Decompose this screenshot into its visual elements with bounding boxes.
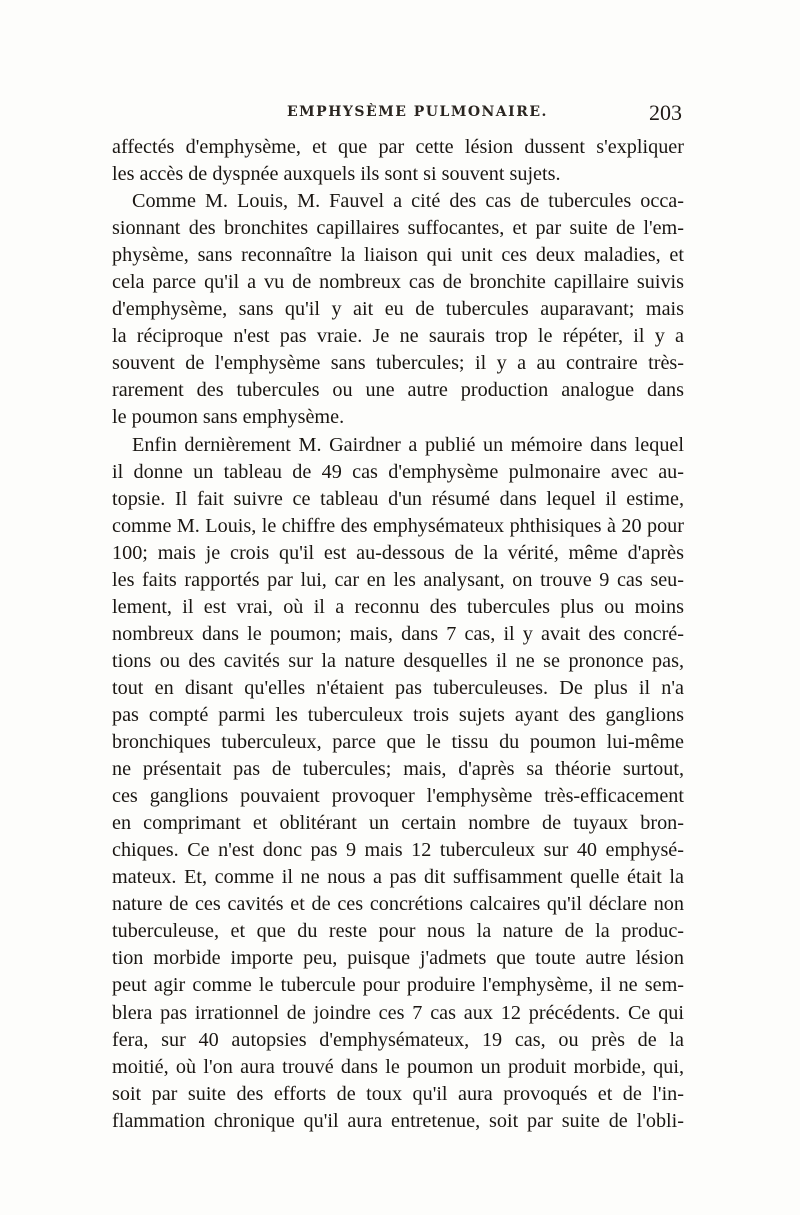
text-line: physème, sans reconnaître la liaison qui unit ces deux maladies, et — [112, 244, 684, 267]
text-line: 100; mais je crois qu'il est au-dessous de la vérité, même d'après — [112, 541, 684, 564]
text-line: ne présentait pas de tubercules; mais, d'après sa théorie surtout, — [112, 758, 684, 781]
text-line: sionnant des bronchites capillaires suffocantes, et par suite de l'em- — [112, 217, 684, 240]
running-head — [112, 100, 684, 130]
text-line: en comprimant et oblitérant un certain nombre de tuyaux bron- — [112, 812, 684, 835]
text-line: tuberculeuse, et que du reste pour nous la nature de la produc- — [112, 920, 684, 943]
text-line: soit par suite des efforts de toux qu'il aura provoqués et de l'in- — [112, 1082, 684, 1105]
text-line: cela parce qu'il a vu de nombreux cas de bronchite capillaire suivis — [112, 271, 684, 294]
text-line: rarement des tubercules ou une autre production analogue dans — [112, 379, 684, 402]
text-line: nature de ces cavités et de ces concrétions calcaires qu'il déclare non — [112, 893, 684, 916]
text-line: affectés d'emphysème, et que par cette lésion dussent s'expliquer — [112, 136, 684, 158]
running-title: EMPHYSÈME PULMONAIRE. — [287, 104, 548, 120]
text-line: le poumon sans emphysème. — [112, 406, 345, 429]
text-line: flammation chronique qu'il aura entretenue, soit par suite de l'obli- — [112, 1109, 684, 1132]
text-line: chiques. Ce n'est donc pas 9 mais 12 tuberculeux sur 40 emphysé- — [112, 839, 684, 862]
text-line: les accès de dyspnée auxquels ils sont si souvent sujets. — [112, 163, 561, 186]
text-line: il donne un tableau de 49 cas d'emphysème pulmonaire avec au- — [112, 460, 684, 483]
text-line: Enfin dernièrement M. Gairdner a publié un mémoire dans lequel — [132, 433, 684, 456]
text-line: mateux. Et, comme il ne nous a pas dit suffisamment quelle était la — [112, 866, 684, 889]
text-line: topsie. Il fait suivre ce tableau d'un résumé dans lequel il estime, — [112, 487, 684, 510]
text-line: fera, sur 40 autopsies d'emphysémateux, 19 cas, ou près de la — [112, 1028, 684, 1051]
text-line: ces ganglions pouvaient provoquer l'emphysème très-efficacement — [112, 785, 684, 808]
text-line: blera pas irrationnel de joindre ces 7 cas aux 12 précédents. Ce qui — [112, 1001, 684, 1024]
text-line: pas compté parmi les tuberculeux trois sujets ayant des ganglions — [112, 703, 684, 726]
text-line: lement, il est vrai, où il a reconnu des tubercules plus ou moins — [112, 595, 684, 618]
text-line: Comme M. Louis, M. Fauvel a cité des cas de tubercules occa- — [132, 190, 684, 213]
text-line: tout en disant qu'elles n'étaient pas tuberculeuses. De plus il n'a — [112, 676, 684, 699]
text-line: tion morbide importe peu, puisque j'admets que toute autre lésion — [112, 947, 684, 970]
text-line: tions ou des cavités sur la nature desquelles il ne se prononce pas, — [112, 649, 684, 672]
body-text — [112, 134, 684, 1135]
text-line: comme M. Louis, le chiffre des emphysémateux phthisiques à 20 pour — [112, 514, 684, 537]
text-line: souvent de l'emphysème sans tubercules; il y a au contraire très- — [112, 352, 684, 375]
text-line: d'emphysème, sans qu'il y ait eu de tubercules auparavant; mais — [112, 298, 684, 321]
text-line: bronchiques tuberculeux, parce que le tissu du poumon lui-même — [112, 731, 684, 754]
text-line: nombreux dans le poumon; mais, dans 7 cas, il y avait des concré- — [112, 622, 684, 645]
text-line: les faits rapportés par lui, car en les analysant, on trouve 9 cas seu- — [112, 568, 684, 591]
page-number: 203 — [649, 100, 682, 125]
text-line: peut agir comme le tubercule pour produire l'emphysème, il ne sem- — [112, 974, 684, 997]
text-line: moitié, où l'on aura trouvé dans le poumon un produit morbide, qui, — [112, 1055, 684, 1078]
text-line: la réciproque n'est pas vraie. Je ne saurais trop le répéter, il y a — [112, 325, 684, 348]
